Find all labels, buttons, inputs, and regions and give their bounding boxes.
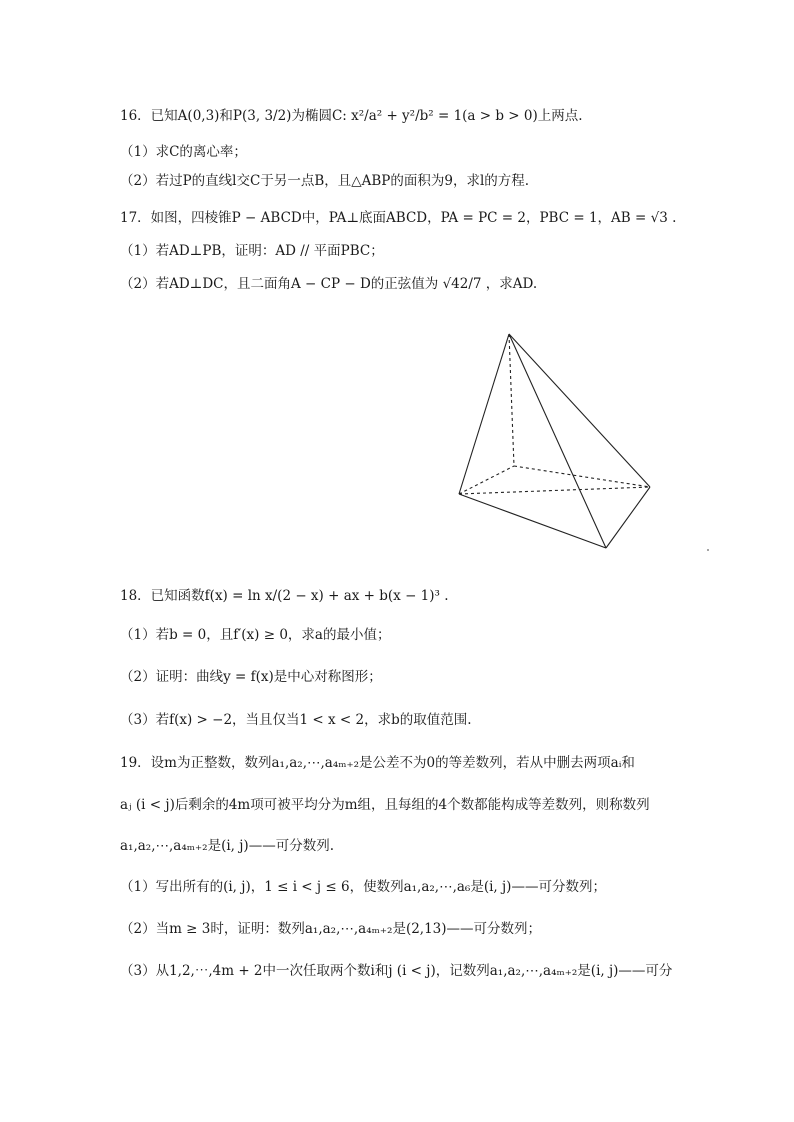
q17-stem: 17．如图，四棱锥P − ABCD中，PA⊥底面ABCD，PA = PC = 2，PBC = 1，AB = √3 . xyxy=(120,210,677,226)
q17-part2: （2）若AD⊥DC，且二面角A − CP − D的正弦值为 √42/7 ，求AD. xyxy=(120,276,538,292)
q19-line3: a₁,a₂,⋯,a₄ₘ₊₂是(i, j)——可分数列. xyxy=(120,838,334,854)
edge-AC xyxy=(459,487,650,494)
stray-dot xyxy=(707,549,709,551)
q19-part2: （2）当m ≥ 3时，证明：数列a₁,a₂,⋯,a₄ₘ₊₂是(2,13)——可分数列； xyxy=(120,921,542,937)
q18-part1: （1）若b = 0，且f′(x) ≥ 0，求a的最小值； xyxy=(120,627,391,643)
q16-stem: 16．已知A(0,3)和P(3, 3/2)为椭圆C: x²/a² + y²/b² = 1(a > b > 0)上两点. xyxy=(120,108,583,124)
edge-BC xyxy=(606,487,650,548)
edge-PB xyxy=(509,334,606,548)
q16-part2: （2）若过P的直线l交C于另一点B，且△ABP的面积为9，求l的方程. xyxy=(120,173,530,189)
q18-part2: （2）证明：曲线y = f(x)是中心对称图形； xyxy=(120,669,382,685)
edge-DC xyxy=(514,466,650,487)
q19-part3: （3）从1,2,⋯,4m + 2中一次任取两个数i和j (i < j)，记数列a₁,a₂,⋯,a₄ₘ₊₂是(i, j)——可分 xyxy=(120,963,673,979)
q16-part1: （1）求C的离心率； xyxy=(120,144,247,160)
q19-line1: 19．设m为正整数，数列a₁,a₂,⋯,a₄ₘ₊₂是公差不为0的等差数列，若从中删去两项aᵢ和 xyxy=(120,755,635,771)
q17-part1: （1）若AD⊥PB，证明：AD // 平面PBC； xyxy=(120,243,384,259)
q18-stem: 18．已知函数f(x) = ln x/(2 − x) + ax + b(x − 1)³ . xyxy=(120,588,449,604)
q18-part3: （3）若f(x) > −2，当且仅当1 < x < 2，求b的取值范围. xyxy=(120,712,472,728)
edge-PD xyxy=(509,334,514,466)
q19-line2: aⱼ (i < j)后剩余的4m项可被平均分为m组，且每组的4个数都能构成等差数列，则称数列 xyxy=(120,797,650,813)
edge-PC xyxy=(509,334,650,487)
edge-PA xyxy=(459,334,509,494)
q19-part1: （1）写出所有的(i, j)，1 ≤ i < j ≤ 6，使数列a₁,a₂,⋯,a₆是(i, j)——可分数列； xyxy=(120,879,606,895)
edge-AB xyxy=(459,494,606,548)
pyramid-figure xyxy=(420,300,690,580)
edge-AD xyxy=(459,466,514,494)
